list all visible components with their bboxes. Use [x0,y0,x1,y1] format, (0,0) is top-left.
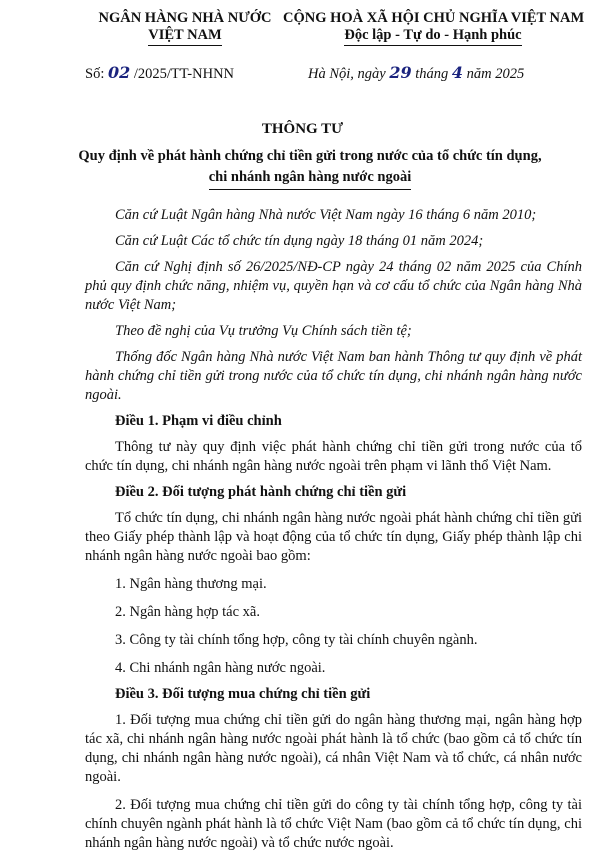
preamble-line: Căn cứ Nghị định số 26/2025/NĐ-CP ngày 24 tháng 02 năm 2025 của Chính phủ quy định chức năng, nhiệm vụ, quyền hạn và cơ cấu tổ chức của Ngân hàng Nhà nước Việt Nam; [85,259,582,313]
subtitle-line1: Quy định về phát hành chứng chỉ tiền gửi trong nước của tổ chức tín dụng, [78,148,542,164]
month-label: tháng [411,66,452,82]
year-label: năm 2025 [463,66,525,82]
place-date-prefix: Hà Nội, ngày [308,66,390,82]
article-2-item: 2. Ngân hàng hợp tác xã. [115,604,260,620]
issuer-name-line1: NGÂN HÀNG NHÀ NƯỚC [98,10,272,26]
motto: Độc lập - Tự do - Hạnh phúc [344,27,521,46]
country-name: CỘNG HOÀ XÃ HỘI CHỦ NGHĨA VIỆT NAM [283,10,585,26]
document-number [85,63,234,83]
article-2-text: Tổ chức tín dụng, chi nhánh ngân hàng nước ngoài phát hành chứng chỉ tiền gửi theo Giấy phép thành lập và hoạt động của tổ chức tín dụng, Giấy phép thành lập chi nhánh ngân hàng nước ngoài bao gồm: [85,510,582,564]
preamble-line: Căn cứ Luật Ngân hàng Nhà nước Việt Nam ngày 16 tháng 6 năm 2010; [115,207,537,223]
article-3-item: 2. Đối tượng mua chứng chỉ tiền gửi do công ty tài chính tổng hợp, công ty tài chính chuyên ngành phát hành là tổ chức Việt Nam (bao gồm cả tổ chức tín dụng, chi nhánh ngân hàng nước ngoài) và tổ chức nước ngoài. [85,797,582,851]
handwritten-month: 4 [451,63,464,82]
handwritten-number: 02 [107,63,131,82]
preamble-line: Thống đốc Ngân hàng Nhà nước Việt Nam ban hành Thông tư quy định về phát hành chứng chỉ tiền gửi trong nước của tổ chức tín dụng, chi nhánh ngân hàng nước ngoài. [85,349,582,403]
article-2-item: 3. Công ty tài chính tổng hợp, công ty tài chính chuyên ngành. [115,632,478,648]
issuer-header [85,10,285,46]
handwritten-day: 29 [389,63,412,82]
preamble-line: Theo đề nghị của Vụ trưởng Vụ Chính sách tiền tệ; [115,323,412,339]
issuer-name-line2: VIỆT NAM [148,27,221,46]
article-1-text: Thông tư này quy định việc phát hành chứng chỉ tiền gửi trong nước của tổ chức tín dụng, chi nhánh ngân hàng nước ngoài trên phạm vi lãnh thổ Việt Nam. [85,439,582,474]
article-2-item: 1. Ngân hàng thương mại. [115,576,267,592]
article-3-item: 1. Đối tượng mua chứng chỉ tiền gửi do ngân hàng thương mại, ngân hàng hợp tác xã, chi nhánh ngân hàng nước ngoài phát hành là tổ chức (bao gồm cả tổ chức tín dụng, chi nhánh ngân hàng nước ngoài), cá nhân Việt Nam và tổ chức, cá nhân nước ngoài. [85,712,582,785]
document-body [85,206,582,853]
subtitle-line2: chi nhánh ngân hàng nước ngoài [209,167,412,190]
document-subtitle [60,146,560,190]
doc-number-prefix: Số: [85,66,108,82]
national-motto-header [283,10,583,46]
preamble-line: Căn cứ Luật Các tổ chức tín dụng ngày 18 tháng 01 năm 2024; [115,233,484,249]
article-2-heading: Điều 2. Đối tượng phát hành chứng chỉ tiền gửi [115,484,407,500]
article-3-heading: Điều 3. Đối tượng mua chứng chỉ tiền gửi [115,686,371,702]
article-2-item: 4. Chi nhánh ngân hàng nước ngoài. [115,660,326,676]
doc-number-suffix: /2025/TT-NHNN [130,66,235,82]
document-title: THÔNG TƯ [261,121,344,137]
article-1-heading: Điều 1. Phạm vi điều chỉnh [115,413,282,429]
place-date [308,63,524,83]
